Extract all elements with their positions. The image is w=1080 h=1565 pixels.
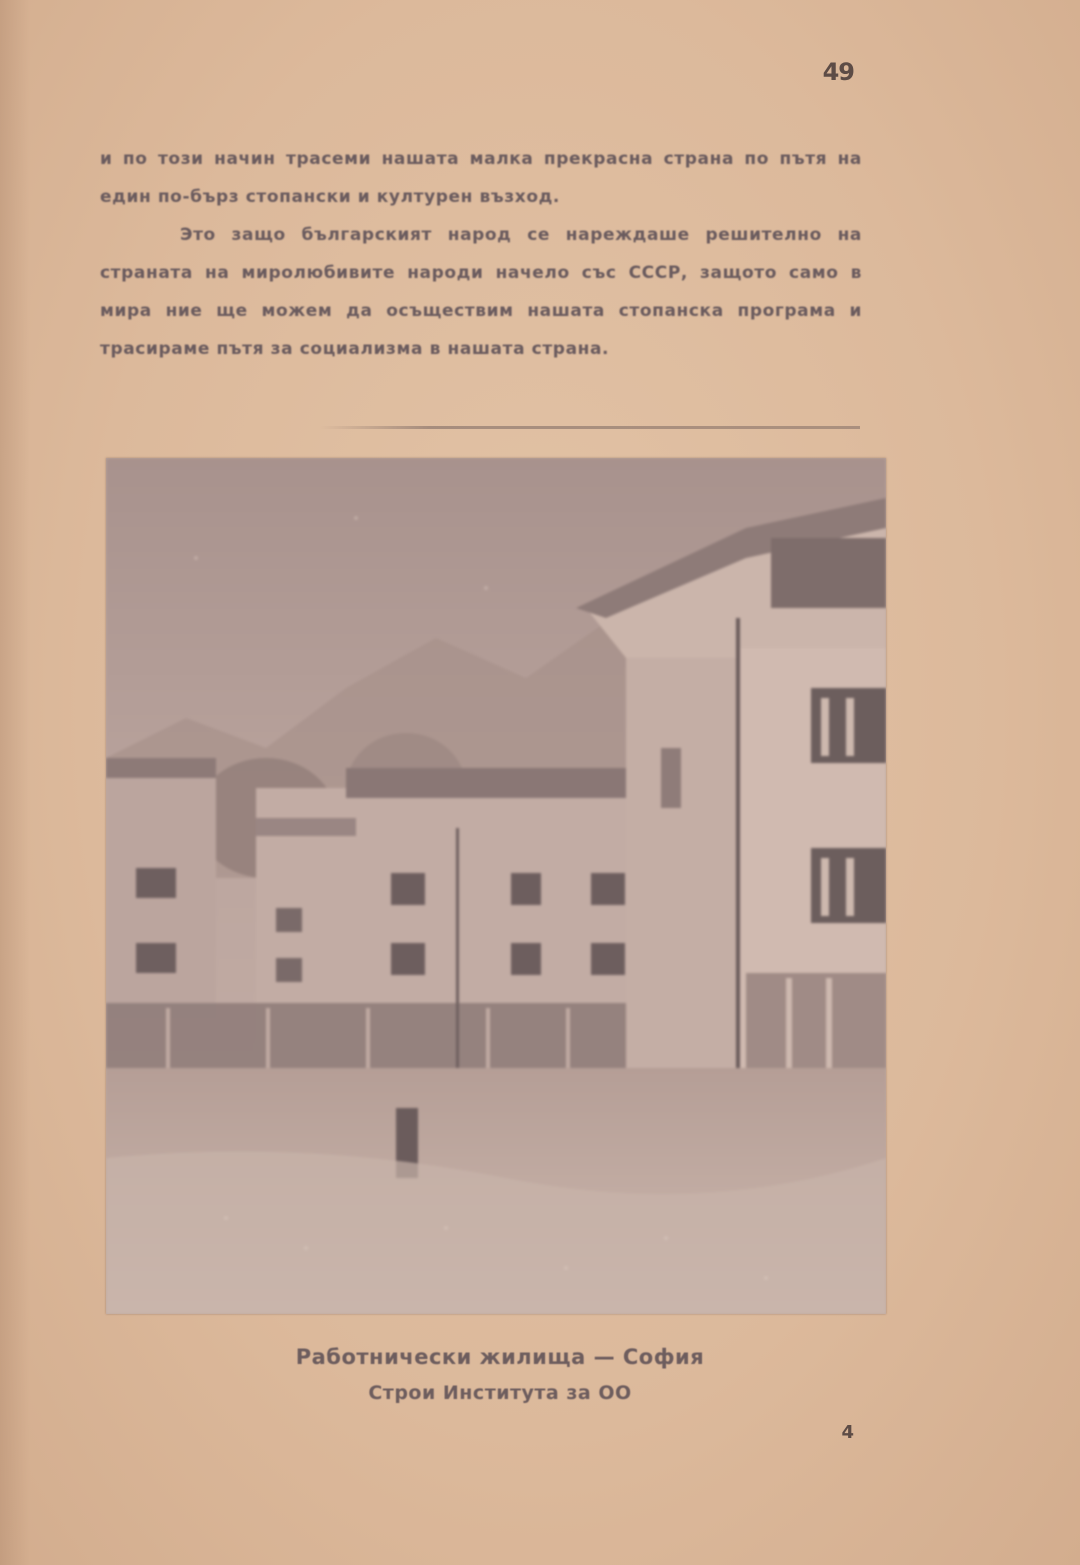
paragraph-1: и по този начин трасеми нашата малка прекрасна страна по пътя на един по-бърз стопански и културен възход. <box>100 149 862 207</box>
separator-rule <box>320 426 860 429</box>
photo-caption-line-1: Работнически жилища — София <box>295 1345 705 1369</box>
signature-mark: 4 <box>841 1422 854 1443</box>
building-photo-drawing <box>106 458 886 1314</box>
page-number: 49 <box>822 58 854 86</box>
photo-caption-line-2: Строи Института за ОО <box>368 1382 632 1404</box>
page-fold-shadow <box>0 0 30 1565</box>
body-text <box>100 140 862 368</box>
building-photo <box>106 458 886 1314</box>
paragraph-2: Это защо българският народ се нареждаше решително на страната на миролюбивите народи начело със СССР, защото само в мира ние ще можем да осъществим нашата стопанска програма и трасираме пътя за социализма в нашата страна. <box>100 225 862 359</box>
